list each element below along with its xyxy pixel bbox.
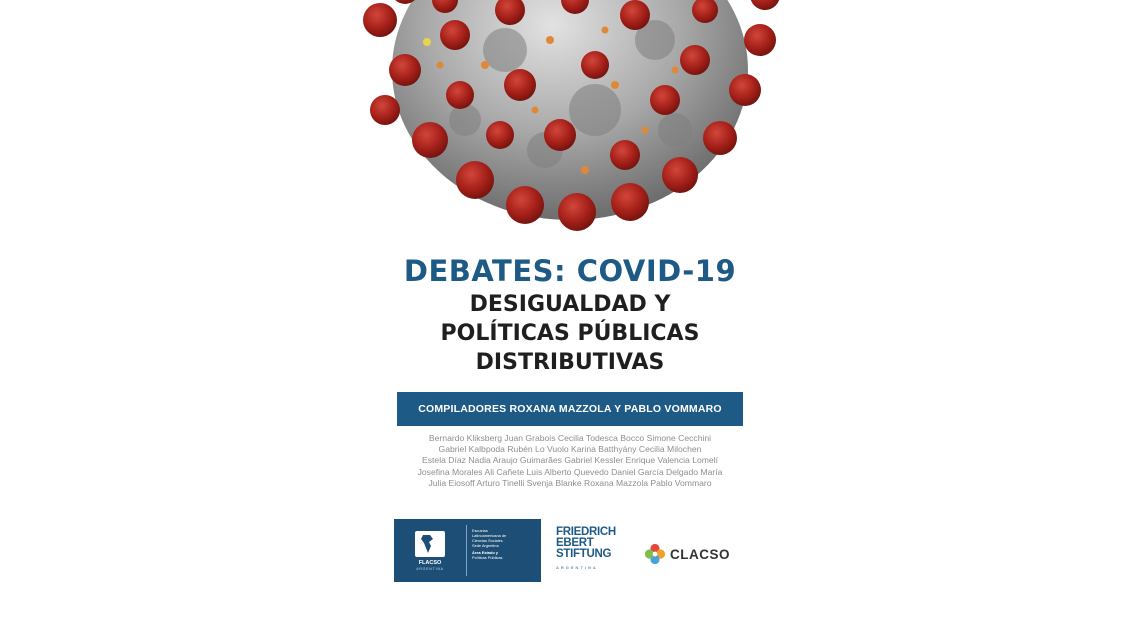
- flacso-description-line: Sede Argentina: [472, 543, 499, 548]
- flacso-description-line: Escuelas: [472, 528, 488, 533]
- flacso-description-line: Latinoamericana de: [472, 533, 507, 538]
- author-line: Estela Díaz Nadia Araujo Guimarães Gabriel Kessler Enrique Valencia Lomelí: [422, 455, 718, 466]
- author-line: Josefina Morales Ali Cañete Luis Alberto Quevedo Daniel García Delgado María: [417, 466, 723, 477]
- fes-logo-line: EBERT: [556, 537, 594, 549]
- logo-divider: [466, 525, 467, 576]
- flacso-name: FLACSO: [418, 559, 442, 566]
- flacso-logo-main: [394, 519, 466, 582]
- subtitle-line: DISTRIBUTIVAS: [475, 350, 665, 375]
- title-block: [370, 254, 770, 377]
- americas-map-icon: [415, 531, 445, 557]
- author-line: Julia Eiosoff Arturo Tinelli Svenja Blanke Roxana Mazzola Pablo Vommaro: [428, 477, 712, 488]
- author-line: Bernardo Kliksberg Juan Grabois Cecilia Todesca Bocco Simone Cecchini: [428, 433, 712, 443]
- fes-logo-line: FRIEDRICH: [556, 526, 616, 538]
- flacso-description: [472, 528, 538, 560]
- clacso-name: CLACSO: [670, 546, 730, 562]
- clacso-logo: [644, 541, 730, 567]
- subtitle-line: DESIGUALDAD Y: [469, 292, 671, 317]
- flacso-area-line: Área Estado y: [472, 550, 498, 555]
- fes-logo: [556, 527, 636, 573]
- compilers-band: COMPILADORES ROXANA MAZZOLA Y PABLO VOMMARO: [397, 392, 743, 426]
- fes-country: ARGENTINA: [556, 565, 598, 570]
- flacso-logo: [394, 519, 541, 582]
- coronavirus-illustration: [345, 0, 795, 245]
- book-subtitle: [370, 290, 770, 377]
- author-line: Gabriel Kalbpoda Rubén Lo Vuolo Karina Batthyány Cecilia Milochen: [438, 444, 702, 455]
- clacso-flower-icon: [644, 543, 666, 565]
- author-list: [400, 433, 740, 489]
- book-title: DEBATES: COVID-19: [403, 254, 737, 288]
- flacso-description-line: Ciencias Sociales: [472, 538, 503, 543]
- flacso-area-line: Políticas Públicas: [472, 555, 503, 560]
- flacso-country: ARGENTINA: [416, 566, 444, 571]
- fes-logo-line: STIFTUNG: [556, 548, 612, 560]
- subtitle-line: POLÍTICAS PÚBLICAS: [440, 321, 700, 346]
